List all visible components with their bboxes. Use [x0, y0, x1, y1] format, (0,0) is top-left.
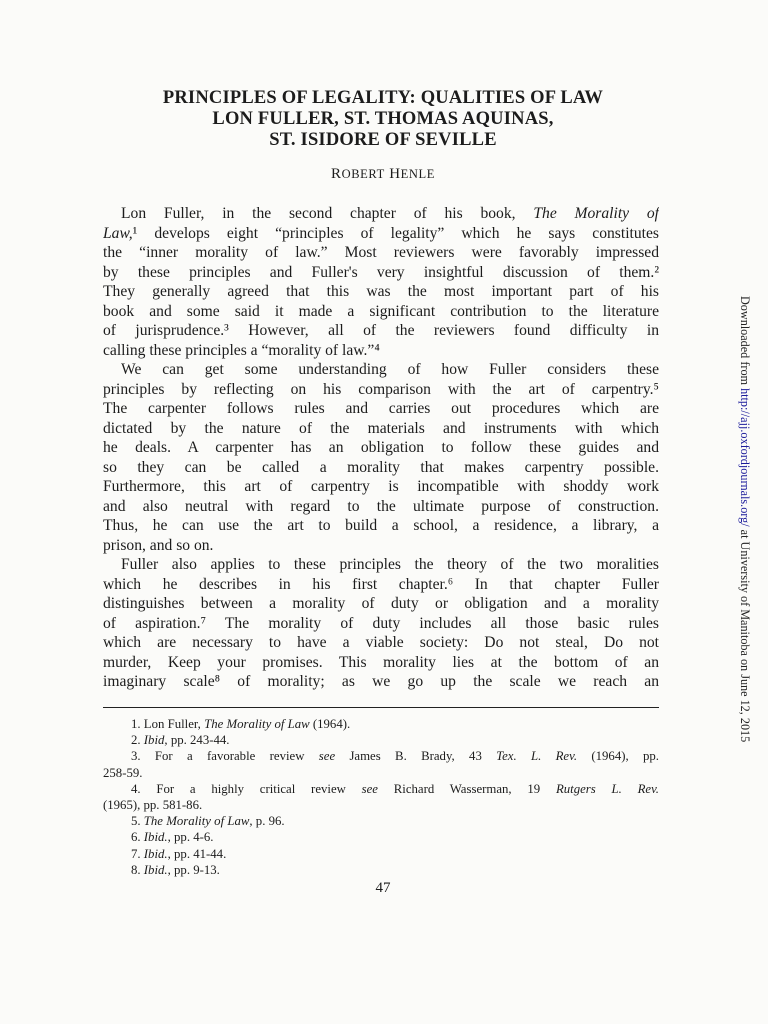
body-line: so they can be called a morality that makes carpentry possible. [103, 458, 659, 476]
body-line: he deals. A carpenter has an obligation to follow these guides and [103, 439, 659, 456]
body-line: the “inner morality of law.” Most reviewers were favorably impressed [103, 244, 659, 261]
footnote-divider [103, 707, 659, 708]
body-line: calling these principles a “morality of law.”⁴ [103, 341, 380, 359]
footnote-2: 2. Ibid, pp. 243-44. [131, 733, 230, 748]
article-body [103, 204, 659, 692]
body-line: dictated by the nature of the materials and instruments with which [103, 419, 659, 437]
footnotes [103, 716, 659, 878]
footnote-7: 7. Ibid., pp. 41-44. [131, 846, 227, 861]
body-line: Lon Fuller, in the second chapter of his book, The Morality of [121, 205, 659, 222]
body-line: book and some said it made a significant contribution to the literature [103, 302, 659, 320]
footnote-3-cont: 258-59. [103, 765, 143, 780]
title-line-3: ST. ISIDORE OF SEVILLE [269, 130, 497, 150]
body-line: of jurisprudence.³ However, all of the reviewers found difficulty in [103, 322, 659, 339]
article-title [100, 88, 666, 151]
body-line: principles by reflecting on his comparison with the art of carpentry.⁵ [103, 380, 659, 398]
body-line: prison, and so on. [103, 536, 214, 554]
body-line: Law,¹ develops eight “principles of legality” which he says constitutes [103, 224, 659, 242]
footnote-8: 8. Ibid., pp. 9-13. [131, 862, 220, 877]
journal-link[interactable]: http://ajj.oxfordjournals.org/ [738, 388, 752, 527]
body-line: Thus, he can use the art to build a school, a residence, a library, a [103, 517, 659, 534]
title-line-1: PRINCIPLES OF LEGALITY: QUALITIES OF LAW [162, 88, 604, 108]
title-line-2: LON FULLER, ST. THOMAS AQUINAS, [212, 109, 554, 129]
body-line: imaginary scale⁸ of morality; as we go up the scale we reach an [103, 673, 659, 690]
body-line: We can get some understanding of how Fuller considers these [121, 361, 659, 378]
body-line: by these principles and Fuller's very insightful discussion of them.² [103, 263, 659, 281]
download-watermark [732, 296, 756, 743]
body-line: distinguishes between a morality of duty or obligation and a morality [103, 595, 659, 612]
body-line: Fuller also applies to these principles the theory of the two moralities [121, 556, 659, 573]
body-line: Furthermore, this art of carpentry is incompatible with shoddy work [103, 478, 659, 495]
footnote-6: 6. Ibid., pp. 4-6. [131, 830, 214, 845]
footnote-1: 1. Lon Fuller, The Morality of Law (1964). [131, 717, 351, 731]
body-line: The carpenter follows rules and carries out procedures which are [103, 400, 659, 417]
body-line: which are necessary to have a viable society: Do not steal, Do not [103, 634, 659, 651]
article-author: ROBERT HENLE [331, 166, 435, 182]
body-line: They generally agreed that this was the most important part of his [103, 283, 659, 300]
download-notice: Downloaded from http://ajj.oxfordjournals.org/ at University of Manitoba on June 12, 2015 [738, 296, 752, 743]
footnote-3: 3. For a favorable review see James B. Brady, 43 Tex. L. Rev. (1964), pp. [131, 749, 659, 764]
body-line: of aspiration.⁷ The morality of duty includes all those basic rules [103, 614, 659, 632]
footnote-4-cont: (1965), pp. 581-86. [103, 797, 203, 812]
body-line: murder, Keep your promises. This morality lies at the bottom of an [103, 653, 659, 671]
footnote-4: 4. For a highly critical review see Richard Wasserman, 19 Rutgers L. Rev. [131, 781, 659, 796]
body-line: and also neutral with regard to the ultimate purpose of construction. [103, 497, 659, 515]
footnote-5: 5. The Morality of Law, p. 96. [131, 814, 285, 829]
page-number: 47 [375, 880, 391, 896]
body-line: which he describes in his first chapter.⁶ In that chapter Fuller [103, 575, 659, 593]
